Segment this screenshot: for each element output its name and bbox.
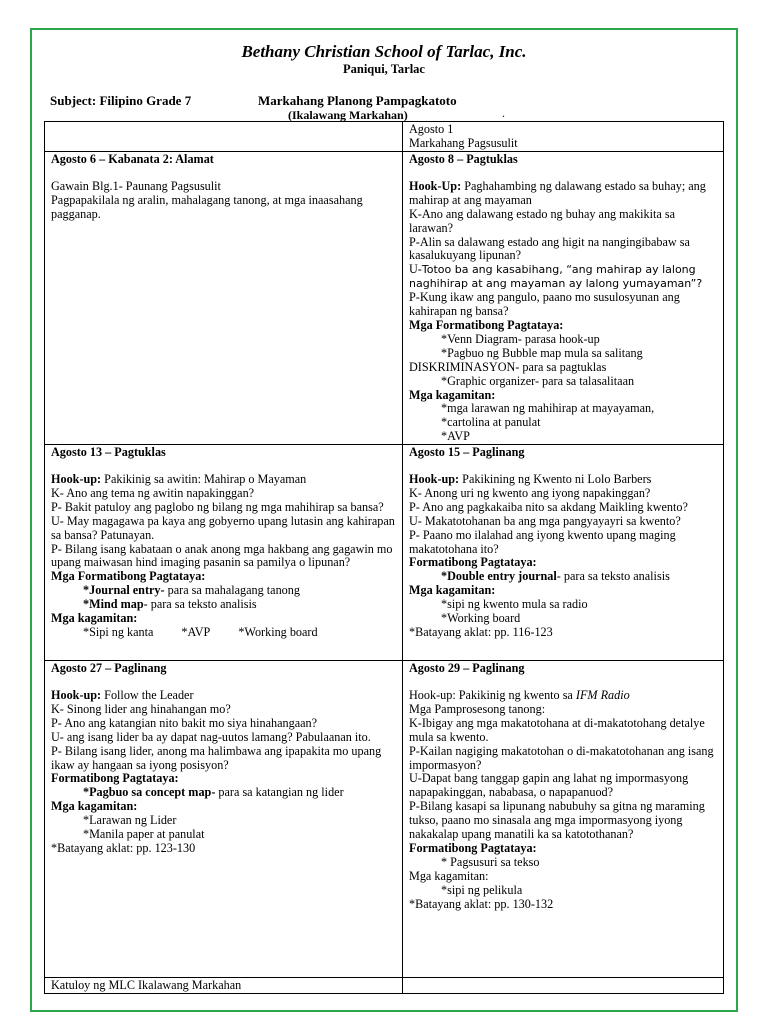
table-row bbox=[45, 152, 724, 445]
cell-heading: Agosto 29 – Paglinang bbox=[409, 661, 525, 676]
table-row bbox=[45, 445, 724, 661]
cell-heading: Agosto 13 – Pagtuklas bbox=[51, 445, 166, 460]
cell-heading: Agosto 6 – Kabanata 2: Alamat bbox=[51, 152, 214, 166]
school-name: Bethany Christian School of Tarlac, Inc. bbox=[241, 42, 527, 61]
cell-empty bbox=[403, 978, 724, 994]
cell-heading: Agosto 8 – Pagtuklas bbox=[409, 152, 518, 166]
table-row bbox=[45, 122, 724, 152]
school-town: Paniqui, Tarlac bbox=[343, 62, 425, 76]
stray-dot: . bbox=[502, 106, 505, 120]
cell-continuation: Katuloy ng MLC Ikalawang Markahan bbox=[45, 978, 403, 994]
cell-agosto-27: Agosto 27 – Paglinang Hook-up: Follow the Leader K- Sinong lider ang hinahangan mo? P- Ano ang katangian nito bakit mo siya hinahangaan? U- ang isang lider ba ay dapat nag-uutos lamang? Pabulaanan ito. P- Bilang isang lider, anong ma halimbawa ang ipapakita mo upang ikaw ay hangaan sa iyong posisyon? Formatibong Pagtataya: *Pagbuo sa concept map- para sa katangian ng lider Mga kagamitan: *Larawan ng Lider *Manila paper at panulat *Batayang aklat: pp. 123-130 bbox=[45, 661, 403, 978]
table-row bbox=[45, 661, 724, 978]
cell-heading: Agosto 27 – Paglinang bbox=[51, 661, 167, 676]
table-row bbox=[45, 978, 724, 994]
plan-title: Markahang Planong Pampagkatoto bbox=[258, 93, 457, 108]
cell-agosto-15: Agosto 15 – Paglinang Hook-up: Pakikining ng Kwento ni Lolo Barbers K- Anong uri ng kwento ang iyong napakinggan? P- Ano ang pagkakaiba nito sa akdang Maikling kwento? U- Makatotohanan ba ang mga pangyayayri sa kwento? P- Paano mo ilalahad ang iyong kwento upang maging makatotohana ito? Formatibong Pagtataya: *Double entry journal- para sa teksto analisis Mga kagamitan: *sipi ng kwento mula sa radio *Working board *Batayang aklat: pp. 116-123 bbox=[403, 445, 724, 661]
cell-agosto-8: Agosto 8 – Pagtuklas Hook-Up: Paghahambing ng dalawang estado sa buhay; ang mahirap at ang mayaman K-Ano ang dalawang estado ng buhay ang makikita sa larawan? P-Alin sa dalawang estado ang higit na nangingibabaw sa kasalukuyang lipunan? U-Totoo ba ang kasabihang, “ang mahirap ay lalong naghihirap at ang mayaman ay lalong yumayaman”? P-Kung ikaw ang pangulo, paano mo susulosyunan ang kahirapan ng bansa? Mga Formatibong Pagtataya: *Venn Diagram- parasa hook-up *Pagbuo ng Bubble map mula sa salitang DISKRIMINASYON- para sa pagtuklas *Graphic organizer- para sa talasalitaan Mga kagamitan: *mga larawan ng mahihirap at mayayaman, *cartolina at panulat *AVP bbox=[403, 152, 724, 445]
cell-agosto-29: Agosto 29 – Paglinang Hook-up: Pakikinig ng kwento sa IFM Radio Mga Pamprosesong tanong: K-Ibigay ang mga makatotohana at di-makatotohang detalye mula sa kwento. P-Kailan nagiging makatotohan o di-makatotohanan ang isang impormasyon? U-Dapat bang tanggap gapin ang lahat ng impormasyong napapakinggan, nababasa, o napapanuod? P-Bilang kasapi sa lipunang nabubuhy sa gitna ng maraming tukso, paano mo sinasala ang mga impormasyong iyong nakakalap upang manatili ka sa katotothanan? Formatibong Pagtataya: * Pagsusuri sa tekso Mga kagamitan: *sipi ng pelikula *Batayang aklat: pp. 130-132 bbox=[403, 661, 724, 978]
cell-empty bbox=[45, 122, 403, 152]
lesson-plan-table bbox=[44, 121, 724, 994]
cell-agosto-1: Agosto 1 Markahang Pagsusulit bbox=[403, 122, 724, 152]
cell-agosto-13: Agosto 13 – Pagtuklas Hook-up: Pakikinig sa awitin: Mahirap o Mayaman K- Ano ang tema ng awitin napakinggan? P- Bakit patuloy ang paglobo ng bilang ng mga mahihirap sa bansa? U- May magagawa pa kaya ang gobyerno upang lutasin ang kahirapan sa bansa? Patunayan. P- Bilang isang kabataan o anak anong mga hakbang ang gagawin mo upang maiwasan hind imaging pasanin sa pamilya o lipunan? Mga Formatibong Pagtataya: *Journal entry- para sa mahalagang tanong *Mind map- para sa teksto analisis Mga kagamitan: *Sipi ng kanta *AVP *Working board bbox=[45, 445, 403, 661]
cell-agosto-6: Agosto 6 – Kabanata 2: Alamat Gawain Blg.1- Paunang Pagsusulit Pagpapakilala ng aralin, mahalagang tanong, at mga inaasahang pagganap. bbox=[45, 152, 403, 445]
quarter-label: (Ikalawang Markahan) bbox=[288, 108, 408, 122]
cell-heading: Agosto 15 – Paglinang bbox=[409, 445, 525, 460]
subject-label: Subject: Filipino Grade 7 bbox=[50, 93, 192, 108]
